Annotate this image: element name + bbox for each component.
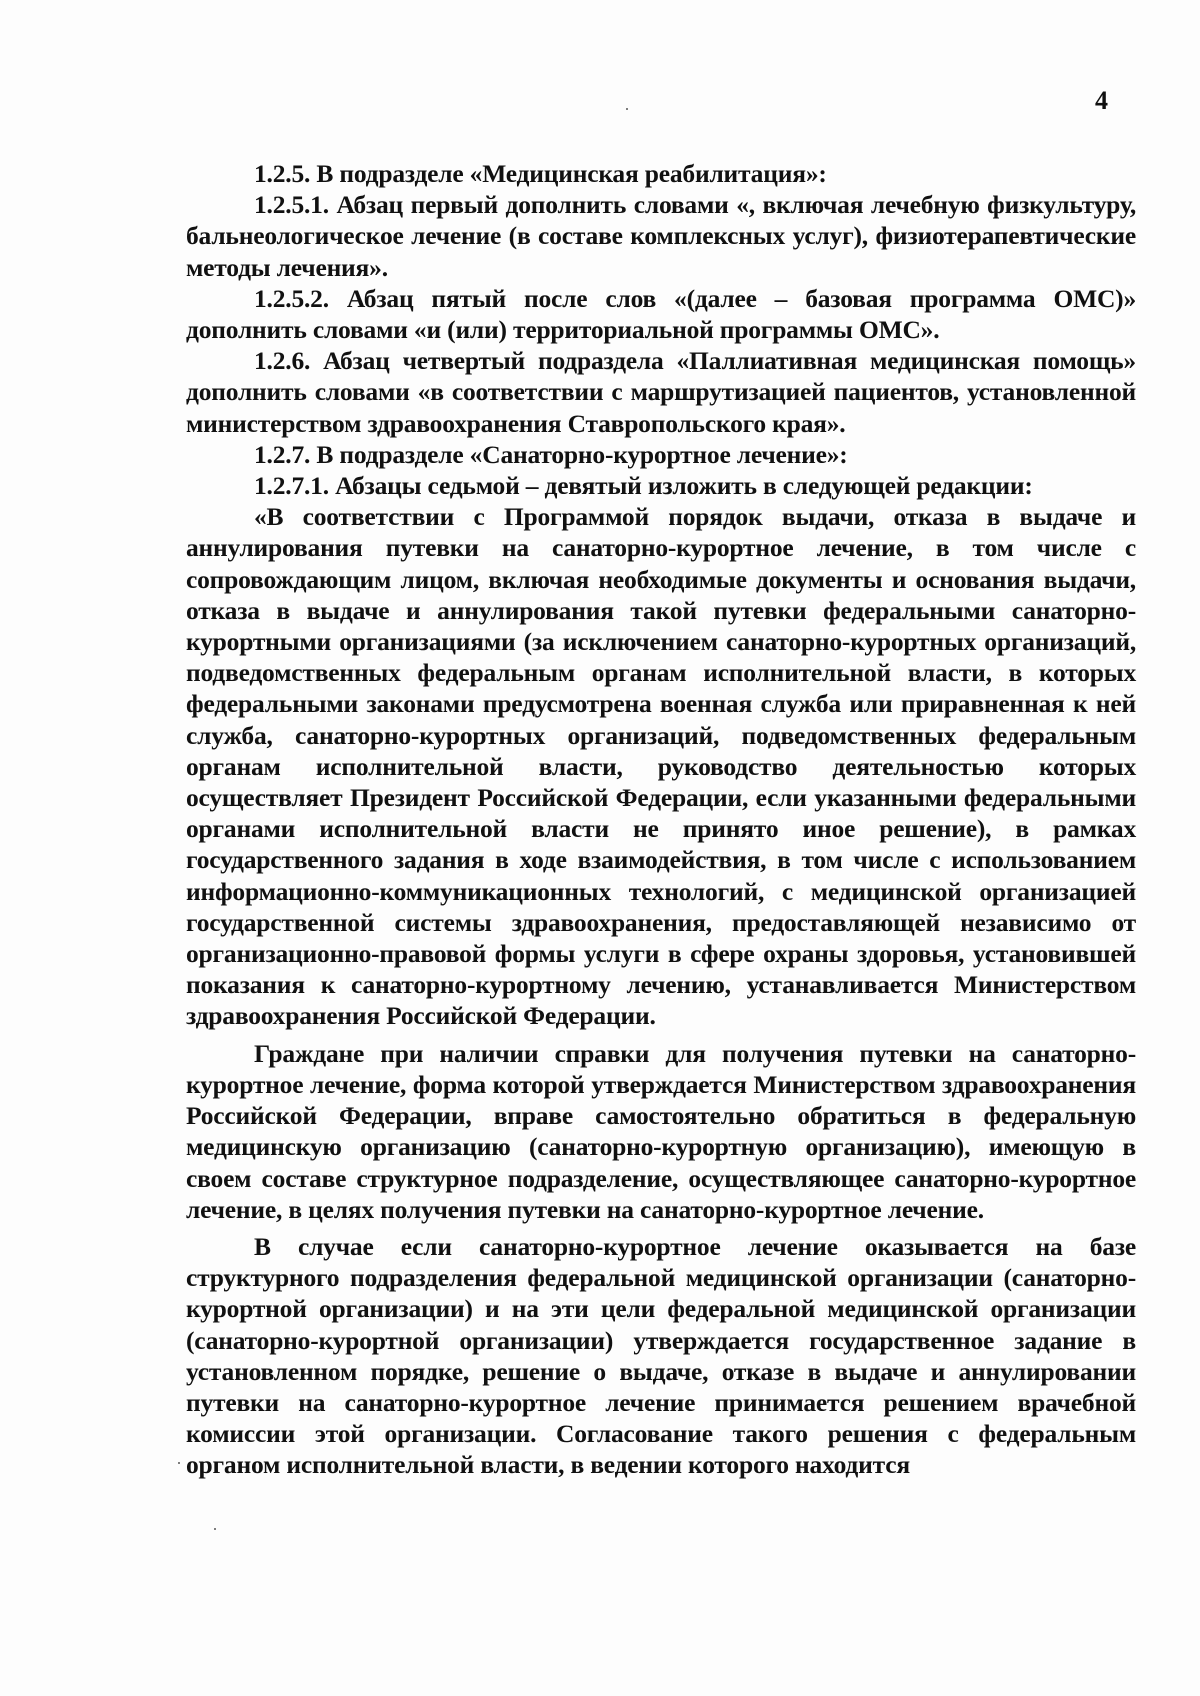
scan-speck bbox=[214, 1528, 216, 1530]
scan-speck bbox=[626, 108, 628, 110]
paragraph-1-2-5-2: 1.2.5.2. Абзац пятый после слов «(далее – базовая программа ОМС)» дополнить словами «и (или) территориальной программы ОМС». bbox=[186, 283, 1136, 345]
page-number: 4 bbox=[1095, 86, 1108, 115]
paragraph-structural-unit: В случае если санаторно-курортное лечение оказывается на базе структурного подразделения федеральной медицинской организации (санаторно-курортной организации) и на эти цели федеральной медицинской организации (санаторно-курортной организации) утверждается государственное задание в установленном порядке, решение о выдаче, отказе в выдаче и аннулировании путевки на санаторно-курортное лечение принимается решением врачебной комиссии этой организации. Согласование такого решения с федеральным органом исполнительной власти, в ведении которого находится bbox=[186, 1231, 1136, 1480]
paragraph-1-2-7-1: 1.2.7.1. Абзацы седьмой – девятый изложить в следующей редакции: bbox=[254, 471, 1033, 501]
paragraph-1-2-6: 1.2.6. Абзац четвертый подраздела «Паллиативная медицинская помощь» дополнить словами «в соответствии с маршрутизацией пациентов, установленной министерством здравоохранения Ставропольского края». bbox=[186, 346, 1136, 438]
document-body bbox=[186, 158, 1136, 1481]
scan-speck bbox=[178, 1462, 180, 1464]
quoted-paragraph-procedure: «В соответствии с Программой порядок выдачи, отказа в выдаче и аннулирования путевки на санаторно-курортное лечение, в том числе с сопровождающим лицом, включая необходимые документы и основания выдачи, отказа в выдаче и аннулирования такой путевки федеральными санаторно-курортными организациями (за исключением санаторно-курортных организаций, подведомственных федеральным органам исполнительной власти, в которых федеральными законами предусмотрена военная служба или приравненная к ней служба, санаторно-курортных организаций, подведомственных федеральным органам исполнительной власти, руководство деятельностью которых осуществляет Президент Российской Федерации, если указанными федеральными органами исполнительной власти не принято иное решение), в рамках государственного задания в ходе взаимодействия, в том числе с использованием информационно-коммуникационных технологий, с медицинской организацией государственной системы здравоохранения, предоставляющей независимо от организационно-правовой формы услуги в сфере охраны здоровья, установившей показания к санаторно-курортному лечению, устанавливается Министерством здравоохранения Российской Федерации. bbox=[186, 502, 1136, 1031]
paragraph-1-2-7: 1.2.7. В подразделе «Санаторно-курортное лечение»: bbox=[254, 439, 848, 469]
paragraph-citizens-right: Граждане при наличии справки для получения путевки на санаторно-курортное лечение, форма которой утверждается Министерством здравоохранения Российской Федерации, вправе самостоятельно обратиться в федеральную медицинскую организацию (санаторно-курортную организацию), имеющую в своем составе структурное подразделение, осуществляющее санаторно-курортное лечение, в целях получения путевки на санаторно-курортное лечение. bbox=[186, 1038, 1136, 1224]
paragraph-1-2-5-1: 1.2.5.1. Абзац первый дополнить словами «, включая лечебную физкультуру, бальнеологическое лечение (в составе комплексных услуг), физиотерапевтические методы лечения». bbox=[186, 190, 1136, 282]
paragraph-1-2-5: 1.2.5. В подразделе «Медицинская реабилитация»: bbox=[254, 159, 827, 188]
